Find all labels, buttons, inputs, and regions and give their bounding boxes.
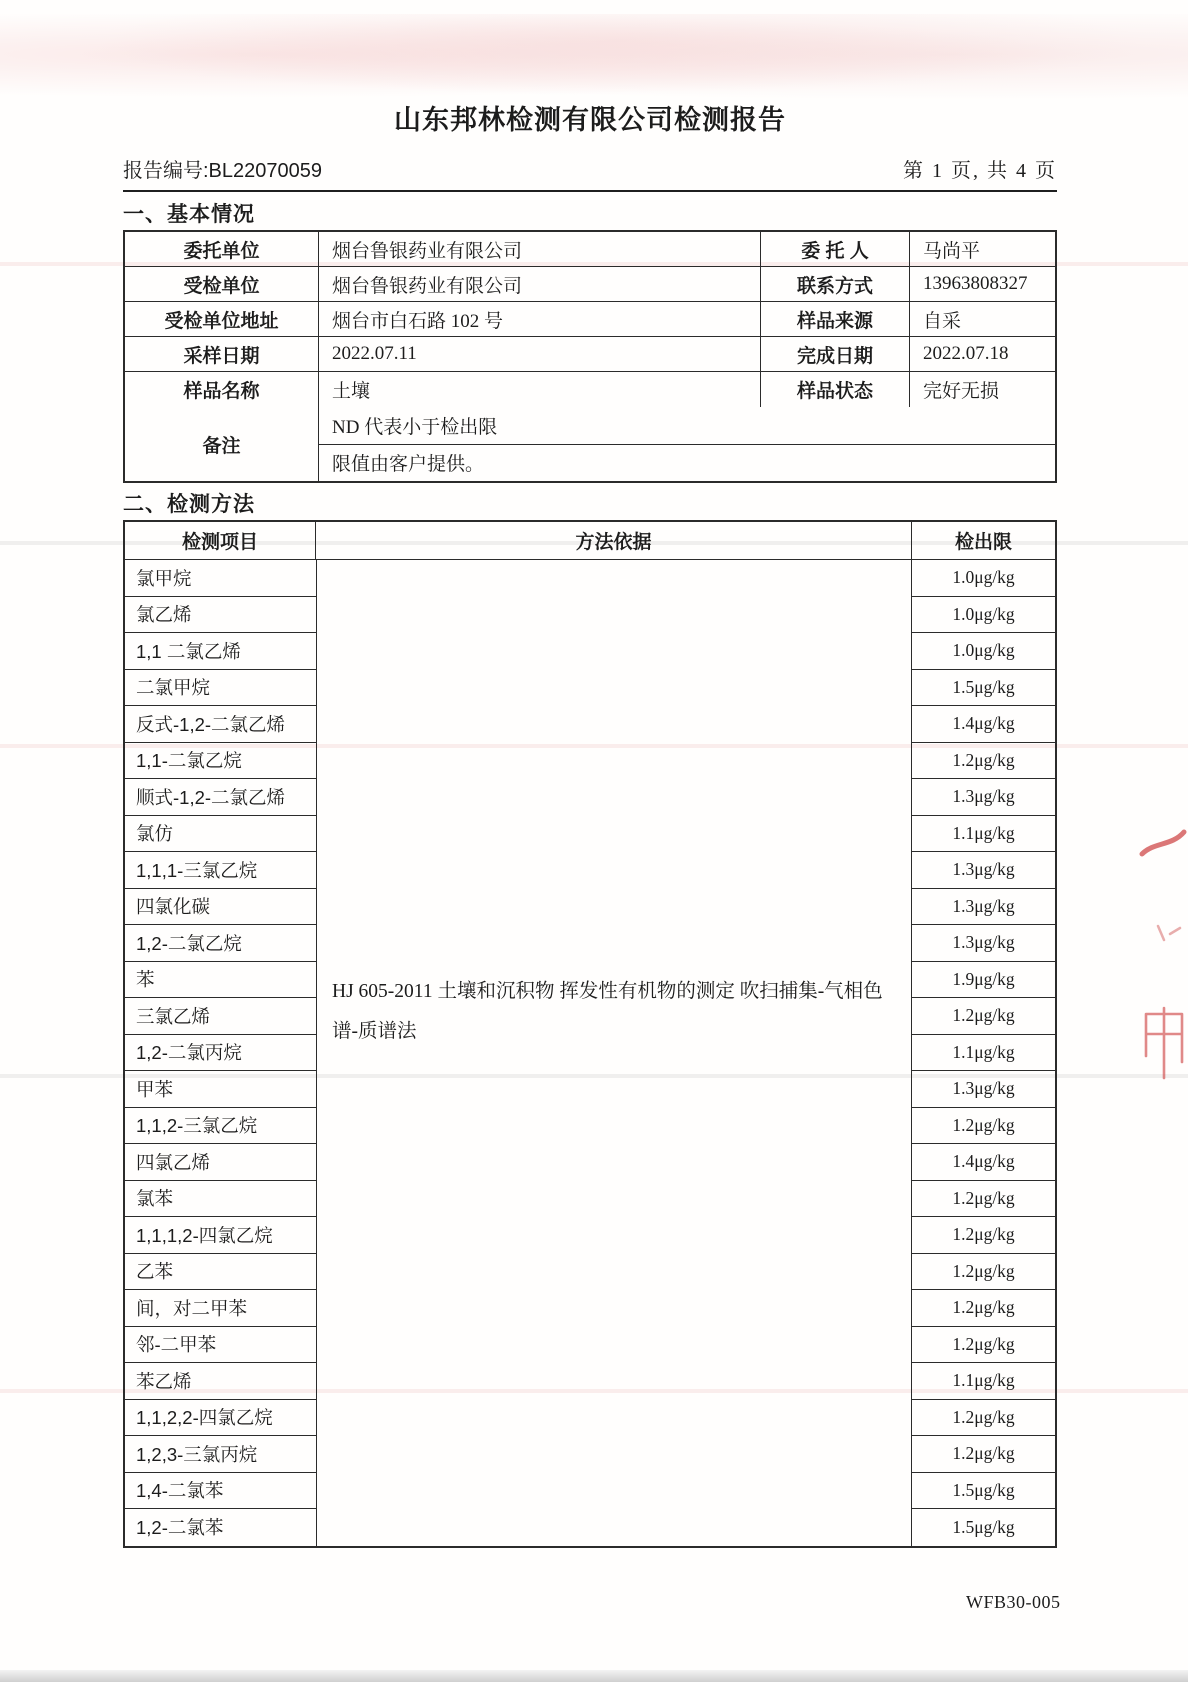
basic-info-table <box>123 230 1057 483</box>
test-item-cell: 1,2-二氯丙烷 <box>125 1035 316 1072</box>
detection-limit-cell: 1.2μg/kg <box>912 1181 1055 1218</box>
test-item-cell: 顺式-1,2-二氯乙烯 <box>125 779 316 816</box>
scan-artifact-top-band <box>0 14 1188 104</box>
test-item-cell: 氯甲烷 <box>125 560 316 597</box>
info-value: 烟台鲁银药业有限公司 <box>319 267 761 301</box>
test-item-cell: 四氯化碳 <box>125 889 316 926</box>
info-value: 烟台市白石路 102 号 <box>319 302 761 336</box>
item-column <box>125 560 316 1546</box>
test-item-cell: 氯苯 <box>125 1181 316 1218</box>
detection-limit-cell: 1.2μg/kg <box>912 743 1055 780</box>
test-item-cell: 氯仿 <box>125 816 316 853</box>
info-value: 烟台鲁银药业有限公司 <box>319 232 761 266</box>
limit-column <box>912 560 1055 1546</box>
detection-limit-cell: 1.3μg/kg <box>912 889 1055 926</box>
info-label: 采样日期 <box>125 337 319 371</box>
method-basis-text: HJ 605-2011 土壤和沉积物 挥发性有机物的测定 吹扫捕集-气相色谱-质谱法 <box>332 981 883 1042</box>
detection-limit-cell: 1.2μg/kg <box>912 1217 1055 1254</box>
test-item-cell: 1,2-二氯乙烷 <box>125 925 316 962</box>
red-pen-marks <box>1128 808 1188 1088</box>
test-item-cell: 1,1,1,2-四氯乙烷 <box>125 1217 316 1254</box>
remark-label: 备注 <box>125 407 319 481</box>
section1-heading: 一、基本情况 <box>123 203 255 226</box>
method-column <box>316 560 912 1546</box>
remark-line-1: ND 代表小于检出限 <box>319 407 1055 445</box>
basic-info-row <box>125 267 1055 302</box>
info-label: 受检单位地址 <box>125 302 319 336</box>
info-label: 委 托 人 <box>761 232 910 266</box>
detection-limit-cell: 1.1μg/kg <box>912 1035 1055 1072</box>
method-table-body <box>125 560 1055 1546</box>
detection-limit-cell: 1.1μg/kg <box>912 1363 1055 1400</box>
test-item-cell: 间，对二甲苯 <box>125 1290 316 1327</box>
test-item-cell: 苯 <box>125 962 316 999</box>
test-item-cell: 邻-二甲苯 <box>125 1327 316 1364</box>
test-item-cell: 乙苯 <box>125 1254 316 1291</box>
test-item-cell: 1,1,2-三氯乙烷 <box>125 1108 316 1145</box>
column-header-item: 检测项目 <box>125 522 316 559</box>
section2-heading: 二、检测方法 <box>123 493 255 516</box>
test-item-cell: 三氯乙烯 <box>125 998 316 1035</box>
test-item-cell: 甲苯 <box>125 1071 316 1108</box>
detection-limit-cell: 1.2μg/kg <box>912 1254 1055 1291</box>
detection-limit-cell: 1.2μg/kg <box>912 1108 1055 1145</box>
info-value: 自采 <box>923 310 962 332</box>
info-value: 马尚平 <box>923 240 981 262</box>
basic-info-rows <box>125 232 1055 407</box>
detection-limit-cell: 1.3μg/kg <box>912 852 1055 889</box>
detection-limit-cell: 1.0μg/kg <box>912 597 1055 634</box>
page-indicator: 第 1 页, 共 4 页 <box>903 160 1057 182</box>
detection-limit-cell: 1.3μg/kg <box>912 1071 1055 1108</box>
info-value: 2022.07.18 <box>923 343 1009 364</box>
test-item-cell: 二氯甲烷 <box>125 670 316 707</box>
detection-limit-cell: 1.5μg/kg <box>952 1516 1015 1537</box>
detection-limit-cell: 1.2μg/kg <box>912 1400 1055 1437</box>
info-label: 样品来源 <box>761 302 910 336</box>
test-item-cell: 1,1,2,2-四氯乙烷 <box>125 1400 316 1437</box>
method-table <box>123 520 1057 1548</box>
detection-limit-cell: 1.0μg/kg <box>912 560 1055 597</box>
basic-info-row <box>125 337 1055 372</box>
info-label: 联系方式 <box>761 267 910 301</box>
remark-value <box>319 407 1055 481</box>
test-item-cell: 四氯乙烯 <box>125 1144 316 1181</box>
info-label: 样品状态 <box>761 372 910 407</box>
detection-limit-cell: 1.2μg/kg <box>912 1436 1055 1473</box>
basic-info-row <box>125 302 1055 337</box>
detection-limit-cell: 1.4μg/kg <box>912 706 1055 743</box>
detection-limit-cell: 1.4μg/kg <box>912 1144 1055 1181</box>
detection-limit-cell: 1.3μg/kg <box>912 925 1055 962</box>
test-item-cell: 1,4-二氯苯 <box>125 1473 316 1510</box>
report-number: 报告编号:BL22070059 <box>123 160 323 182</box>
test-item-cell: 氯乙烯 <box>125 597 316 634</box>
scan-artifact-bottom-edge <box>0 1670 1188 1682</box>
column-header-limit: 检出限 <box>954 532 1012 553</box>
detection-limit-cell: 1.2μg/kg <box>912 1327 1055 1364</box>
basic-info-row <box>125 372 1055 407</box>
test-item-cell: 苯乙烯 <box>125 1363 316 1400</box>
info-value: 13963808327 <box>923 273 1028 294</box>
test-item-cell: 反式-1,2-二氯乙烯 <box>125 706 316 743</box>
column-header-method: 方法依据 <box>316 522 912 559</box>
detection-limit-cell: 1.2μg/kg <box>912 1290 1055 1327</box>
detection-limit-cell: 1.1μg/kg <box>912 816 1055 853</box>
info-label: 受检单位 <box>125 267 319 301</box>
report-title: 山东邦林检测有限公司检测报告 <box>394 105 786 135</box>
detection-limit-cell: 1.2μg/kg <box>912 998 1055 1035</box>
info-label: 完成日期 <box>761 337 910 371</box>
info-label: 委托单位 <box>125 232 319 266</box>
info-label: 样品名称 <box>125 372 319 407</box>
basic-info-row <box>125 232 1055 267</box>
test-item-cell: 1,2-二氯苯 <box>136 1517 224 1539</box>
detection-limit-cell: 1.5μg/kg <box>912 670 1055 707</box>
remark-line-2: 限值由客户提供。 <box>332 454 485 476</box>
info-value: 土壤 <box>319 372 761 407</box>
detection-limit-cell: 1.9μg/kg <box>912 962 1055 999</box>
test-item-cell: 1,2,3-三氯丙烷 <box>125 1436 316 1473</box>
detection-limit-cell: 1.3μg/kg <box>912 779 1055 816</box>
footer-form-code: WFB30-005 <box>966 1592 1061 1612</box>
test-item-cell: 1,1,1-三氯乙烷 <box>125 852 316 889</box>
detection-limit-cell: 1.5μg/kg <box>912 1473 1055 1510</box>
test-item-cell: 1,1 二氯乙烯 <box>125 633 316 670</box>
header-rule <box>123 190 1057 192</box>
detection-limit-cell: 1.0μg/kg <box>912 633 1055 670</box>
info-value: 2022.07.11 <box>319 337 761 371</box>
method-table-header <box>125 522 1055 560</box>
info-value: 完好无损 <box>923 381 1000 402</box>
test-item-cell: 1,1-二氯乙烷 <box>125 743 316 780</box>
report-meta-line <box>123 154 1057 183</box>
remark-row <box>125 407 1055 481</box>
